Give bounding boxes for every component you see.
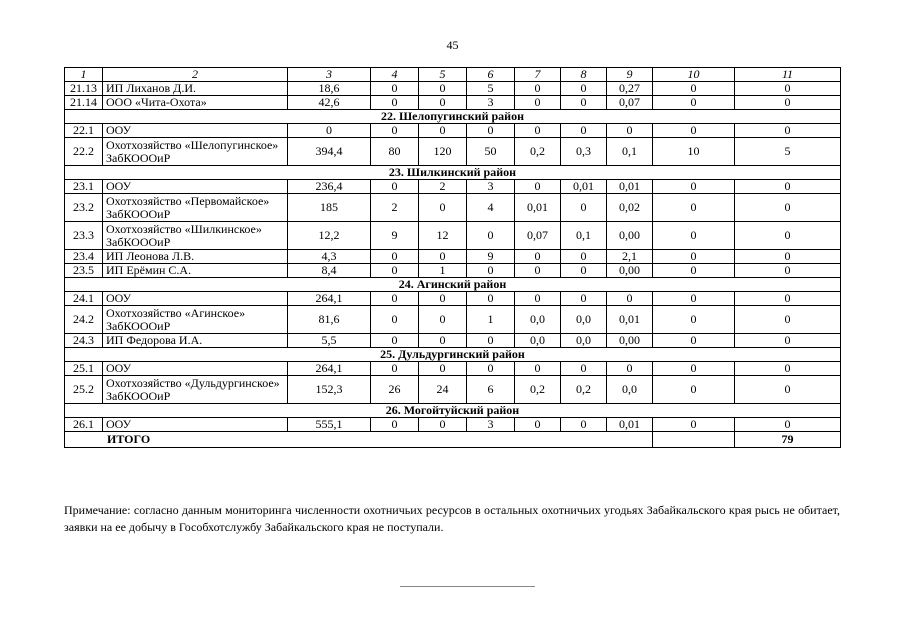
col-4-cell: 0 [371, 292, 419, 306]
total-value: 79 [735, 432, 841, 448]
row-number-cell: 24.2 [65, 306, 103, 334]
col-9-cell: 0 [607, 292, 653, 306]
area-cell: 18,6 [288, 82, 371, 96]
col-5-cell: 0 [419, 124, 467, 138]
area-cell: 236,4 [288, 180, 371, 194]
col-7-cell: 0 [515, 124, 561, 138]
area-cell: 152,3 [288, 376, 371, 404]
col-9-cell: 0,27 [607, 82, 653, 96]
col-4-cell: 26 [371, 376, 419, 404]
col-10-cell: 0 [653, 306, 735, 334]
area-cell: 0 [288, 124, 371, 138]
col-8-cell: 0,0 [561, 334, 607, 348]
col-10-cell: 0 [653, 334, 735, 348]
col-7-cell: 0 [515, 180, 561, 194]
col-7-cell: 0,2 [515, 376, 561, 404]
org-name-cell: ООО «Чита-Охота» [103, 96, 288, 110]
table-row [65, 82, 841, 96]
column-header-1: 1 [65, 68, 103, 82]
col-6-cell: 5 [467, 82, 515, 96]
col-6-cell: 50 [467, 138, 515, 166]
col-11-cell: 0 [735, 292, 841, 306]
col-9-cell: 0,00 [607, 264, 653, 278]
col-8-cell: 0 [561, 250, 607, 264]
column-header-4: 4 [371, 68, 419, 82]
col-8-cell: 0 [561, 292, 607, 306]
col-9-cell: 2,1 [607, 250, 653, 264]
col-9-cell: 0,01 [607, 180, 653, 194]
col-6-cell: 0 [467, 124, 515, 138]
section-title: 25. Дульдургинский район [65, 348, 841, 362]
row-number-cell: 23.2 [65, 194, 103, 222]
col-8-cell: 0 [561, 124, 607, 138]
col-11-cell: 0 [735, 250, 841, 264]
col-7-cell: 0 [515, 292, 561, 306]
col-8-cell: 0,3 [561, 138, 607, 166]
column-header-2: 2 [103, 68, 288, 82]
col-11-cell: 0 [735, 194, 841, 222]
col-8-cell: 0 [561, 418, 607, 432]
col-8-cell: 0,1 [561, 222, 607, 250]
col-9-cell: 0,02 [607, 194, 653, 222]
row-number-cell: 21.14 [65, 96, 103, 110]
col-5-cell: 0 [419, 194, 467, 222]
col-10-cell: 0 [653, 376, 735, 404]
col-5-cell: 0 [419, 418, 467, 432]
column-header-10: 10 [653, 68, 735, 82]
col-6-cell: 0 [467, 334, 515, 348]
col-11-cell: 0 [735, 264, 841, 278]
col-4-cell: 0 [371, 418, 419, 432]
area-cell: 185 [288, 194, 371, 222]
org-name-cell: ООУ [103, 180, 288, 194]
col-8-cell: 0 [561, 96, 607, 110]
col-8-cell: 0,01 [561, 180, 607, 194]
col-8-cell: 0 [561, 82, 607, 96]
col-11-cell: 0 [735, 96, 841, 110]
col-11-cell: 0 [735, 376, 841, 404]
column-header-9: 9 [607, 68, 653, 82]
col-6-cell: 6 [467, 376, 515, 404]
col-8-cell: 0 [561, 264, 607, 278]
col-10-cell: 0 [653, 96, 735, 110]
row-number-cell: 24.3 [65, 334, 103, 348]
col-10-cell: 0 [653, 362, 735, 376]
row-number-cell: 23.1 [65, 180, 103, 194]
org-name-cell: ИП Ерёмин С.А. [103, 264, 288, 278]
col-11-cell: 0 [735, 306, 841, 334]
col-9-cell: 0,00 [607, 334, 653, 348]
col-4-cell: 80 [371, 138, 419, 166]
row-number-cell: 25.2 [65, 376, 103, 404]
col-7-cell: 0 [515, 96, 561, 110]
col-9-cell: 0,07 [607, 96, 653, 110]
col-5-cell: 0 [419, 96, 467, 110]
org-name-cell: ООУ [103, 418, 288, 432]
row-number-cell: 23.4 [65, 250, 103, 264]
col-5-cell: 0 [419, 334, 467, 348]
col-5-cell: 2 [419, 180, 467, 194]
org-name-cell: ИП Лиханов Д.И. [103, 82, 288, 96]
table-row [65, 418, 841, 432]
col-5-cell: 0 [419, 292, 467, 306]
col-10-cell: 10 [653, 138, 735, 166]
section-title: 24. Агинский район [65, 278, 841, 292]
org-name-cell: ООУ [103, 362, 288, 376]
col-9-cell: 0,00 [607, 222, 653, 250]
section-header-row [65, 110, 841, 124]
page-number: 45 [446, 38, 459, 52]
section-title: 22. Шелопугинский район [65, 110, 841, 124]
col-10-cell: 0 [653, 264, 735, 278]
col-10-cell: 0 [653, 194, 735, 222]
area-cell: 264,1 [288, 292, 371, 306]
col-4-cell: 2 [371, 194, 419, 222]
area-cell: 394,4 [288, 138, 371, 166]
table-row [65, 264, 841, 278]
area-cell: 555,1 [288, 418, 371, 432]
total-label: ИТОГО [65, 432, 653, 448]
row-number-cell: 23.3 [65, 222, 103, 250]
table-body [65, 68, 841, 448]
col-5-cell: 0 [419, 362, 467, 376]
row-number-cell: 24.1 [65, 292, 103, 306]
area-cell: 4,3 [288, 250, 371, 264]
col-4-cell: 9 [371, 222, 419, 250]
col-10-cell: 0 [653, 292, 735, 306]
col-6-cell: 0 [467, 222, 515, 250]
table-header-row [65, 68, 841, 82]
table-row [65, 376, 841, 404]
column-header-8: 8 [561, 68, 607, 82]
col-9-cell: 0 [607, 362, 653, 376]
table-row [65, 138, 841, 166]
col-7-cell: 0 [515, 418, 561, 432]
col-11-cell: 0 [735, 222, 841, 250]
col-4-cell: 0 [371, 82, 419, 96]
section-header-row [65, 166, 841, 180]
column-header-3: 3 [288, 68, 371, 82]
col-9-cell: 0,0 [607, 376, 653, 404]
area-cell: 12,2 [288, 222, 371, 250]
table-row [65, 250, 841, 264]
section-title: 23. Шилкинский район [65, 166, 841, 180]
org-name-cell: Охотхозяйство «Шилкинское» ЗабКОООиР [103, 222, 288, 250]
row-number-cell: 25.1 [65, 362, 103, 376]
col-7-cell: 0 [515, 82, 561, 96]
col-11-cell: 0 [735, 180, 841, 194]
table-row [65, 306, 841, 334]
col-10-cell: 0 [653, 180, 735, 194]
col-11-cell: 0 [735, 124, 841, 138]
col-7-cell: 0,2 [515, 138, 561, 166]
col-7-cell: 0,01 [515, 194, 561, 222]
col-11-cell: 5 [735, 138, 841, 166]
col-6-cell: 0 [467, 362, 515, 376]
org-name-cell: Охотхозяйство «Дульдургинское» ЗабКОООиР [103, 376, 288, 404]
column-header-11: 11 [735, 68, 841, 82]
col-10-cell: 0 [653, 250, 735, 264]
col-5-cell: 1 [419, 264, 467, 278]
col-5-cell: 12 [419, 222, 467, 250]
org-name-cell: ИП Леонова Л.В. [103, 250, 288, 264]
area-cell: 42,6 [288, 96, 371, 110]
col-10-cell: 0 [653, 82, 735, 96]
col-5-cell: 0 [419, 250, 467, 264]
col-8-cell: 0 [561, 362, 607, 376]
total-empty-cell [653, 432, 735, 448]
col-6-cell: 3 [467, 180, 515, 194]
section-header-row [65, 278, 841, 292]
col-5-cell: 0 [419, 306, 467, 334]
total-row [65, 432, 841, 448]
col-6-cell: 4 [467, 194, 515, 222]
col-7-cell: 0 [515, 362, 561, 376]
col-10-cell: 0 [653, 222, 735, 250]
col-6-cell: 9 [467, 250, 515, 264]
col-8-cell: 0,0 [561, 306, 607, 334]
col-7-cell: 0,07 [515, 222, 561, 250]
col-7-cell: 0,0 [515, 306, 561, 334]
col-9-cell: 0,01 [607, 306, 653, 334]
col-6-cell: 3 [467, 418, 515, 432]
col-6-cell: 3 [467, 96, 515, 110]
area-cell: 81,6 [288, 306, 371, 334]
col-8-cell: 0,2 [561, 376, 607, 404]
col-6-cell: 0 [467, 292, 515, 306]
footnote: Примечание: согласно данным мониторинга численности охотничьих ресурсов в остальных охотничьих угодьях Забайкальского края рысь не обитает, заявки на ее добычу в Гособхотслужбу Забайкальского края не поступали. [64, 503, 840, 534]
org-name-cell: ИП Федорова И.А. [103, 334, 288, 348]
org-name-cell: Охотхозяйство «Первомайское» ЗабКОООиР [103, 194, 288, 222]
col-4-cell: 0 [371, 96, 419, 110]
row-number-cell: 22.1 [65, 124, 103, 138]
area-cell: 5,5 [288, 334, 371, 348]
col-5-cell: 24 [419, 376, 467, 404]
table-row [65, 334, 841, 348]
col-11-cell: 0 [735, 334, 841, 348]
section-title: 26. Могойтуйский район [65, 404, 841, 418]
col-9-cell: 0,01 [607, 418, 653, 432]
col-6-cell: 0 [467, 264, 515, 278]
area-cell: 8,4 [288, 264, 371, 278]
row-number-cell: 22.2 [65, 138, 103, 166]
footer-divider [400, 586, 535, 587]
col-7-cell: 0 [515, 250, 561, 264]
section-header-row [65, 348, 841, 362]
col-4-cell: 0 [371, 180, 419, 194]
table-row [65, 292, 841, 306]
row-number-cell: 26.1 [65, 418, 103, 432]
col-4-cell: 0 [371, 362, 419, 376]
col-7-cell: 0 [515, 264, 561, 278]
data-table [64, 67, 841, 448]
table-row [65, 194, 841, 222]
col-4-cell: 0 [371, 124, 419, 138]
col-11-cell: 0 [735, 362, 841, 376]
section-header-row [65, 404, 841, 418]
column-header-6: 6 [467, 68, 515, 82]
col-4-cell: 0 [371, 250, 419, 264]
col-11-cell: 0 [735, 418, 841, 432]
col-9-cell: 0 [607, 124, 653, 138]
org-name-cell: Охотхозяйство «Шелопугинское» ЗабКОООиР [103, 138, 288, 166]
table-row [65, 222, 841, 250]
table-row [65, 124, 841, 138]
col-5-cell: 120 [419, 138, 467, 166]
col-4-cell: 0 [371, 306, 419, 334]
col-7-cell: 0,0 [515, 334, 561, 348]
table-row [65, 180, 841, 194]
org-name-cell: ООУ [103, 124, 288, 138]
col-4-cell: 0 [371, 334, 419, 348]
table-row [65, 362, 841, 376]
column-header-7: 7 [515, 68, 561, 82]
col-4-cell: 0 [371, 264, 419, 278]
column-header-5: 5 [419, 68, 467, 82]
area-cell: 264,1 [288, 362, 371, 376]
col-10-cell: 0 [653, 124, 735, 138]
col-9-cell: 0,1 [607, 138, 653, 166]
org-name-cell: ООУ [103, 292, 288, 306]
col-6-cell: 1 [467, 306, 515, 334]
col-11-cell: 0 [735, 82, 841, 96]
col-10-cell: 0 [653, 418, 735, 432]
row-number-cell: 21.13 [65, 82, 103, 96]
row-number-cell: 23.5 [65, 264, 103, 278]
col-5-cell: 0 [419, 82, 467, 96]
col-8-cell: 0 [561, 194, 607, 222]
table-row [65, 96, 841, 110]
org-name-cell: Охотхозяйство «Агинское» ЗабКОООиР [103, 306, 288, 334]
